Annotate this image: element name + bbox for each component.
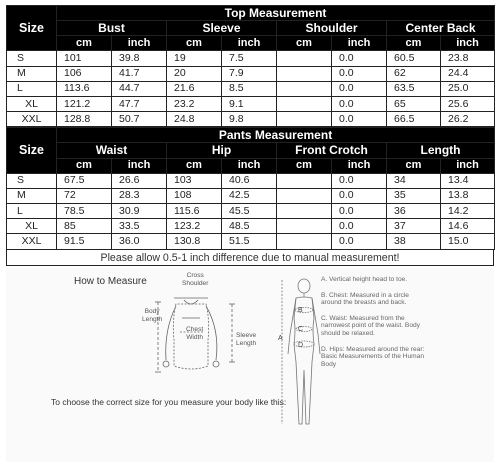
unit-header: cm — [277, 158, 332, 173]
size-cell: XL — [7, 96, 57, 111]
note-waist: C. Waist: Measured from the narrowest point of the waist. Body should be relaxed. — [321, 314, 420, 337]
value-cell — [277, 96, 332, 111]
table-row — [7, 188, 495, 203]
size-cell: M — [7, 66, 57, 81]
value-cell — [277, 234, 332, 249]
top-measurement-table — [6, 5, 495, 127]
value-cell: 13.8 — [441, 188, 495, 203]
size-chart — [6, 5, 494, 266]
value-cell: 21.6 — [167, 81, 222, 96]
unit-header: inch — [112, 36, 167, 51]
value-cell — [277, 66, 332, 81]
value-cell: 85 — [57, 219, 112, 234]
value-cell: 0.0 — [332, 188, 387, 203]
value-cell: 20 — [167, 66, 222, 81]
guide-title: How to Measure — [74, 276, 147, 287]
group-header: Sleeve — [167, 21, 277, 36]
value-cell: 38 — [387, 234, 441, 249]
unit-header: cm — [57, 158, 112, 173]
value-cell: 91.5 — [57, 234, 112, 249]
value-cell: 42.5 — [222, 188, 277, 203]
value-cell: 65 — [387, 96, 441, 111]
pants-measurement-table — [6, 127, 495, 249]
body-length-label: Body Length — [142, 308, 163, 323]
table-row — [7, 81, 495, 96]
unit-header: cm — [57, 36, 112, 51]
value-cell: 24.4 — [441, 66, 495, 81]
size-cell: L — [7, 81, 57, 96]
value-cell: 45.5 — [222, 204, 277, 219]
value-cell: 0.0 — [332, 112, 387, 127]
value-cell: 108 — [167, 188, 222, 203]
value-cell: 51.5 — [222, 234, 277, 249]
value-cell: 41.7 — [112, 66, 167, 81]
table-row — [7, 234, 495, 249]
value-cell: 128.8 — [57, 112, 112, 127]
unit-header: cm — [387, 36, 441, 51]
value-cell: 36.0 — [112, 234, 167, 249]
value-cell: 0.0 — [332, 66, 387, 81]
unit-header: inch — [222, 158, 277, 173]
chest-width-label: Chest Width — [186, 326, 204, 341]
value-cell: 48.5 — [222, 219, 277, 234]
value-cell: 23.8 — [441, 51, 495, 66]
value-cell: 60.5 — [387, 51, 441, 66]
size-cell: L — [7, 204, 57, 219]
note-hips: D. Hips: Measured around the rear: Basic Measurements of the Human Body — [321, 345, 425, 368]
table-row — [7, 66, 495, 81]
unit-header: inch — [441, 36, 495, 51]
table-row — [7, 51, 495, 66]
value-cell: 25.6 — [441, 96, 495, 111]
unit-header: cm — [167, 158, 222, 173]
table-row — [7, 112, 495, 127]
mark-c: C — [298, 326, 304, 333]
value-cell: 0.0 — [332, 173, 387, 188]
group-header: Bust — [57, 21, 167, 36]
group-header: Front Crotch — [277, 143, 387, 158]
group-header: Length — [387, 143, 495, 158]
value-cell — [277, 173, 332, 188]
value-cell: 14.2 — [441, 204, 495, 219]
mark-b: B — [298, 307, 303, 314]
value-cell: 0.0 — [332, 81, 387, 96]
unit-header: inch — [112, 158, 167, 173]
table-row — [7, 173, 495, 188]
note-chest: B. Chest: Measured in a circle around the breasts and back. — [321, 291, 409, 307]
value-cell: 66.5 — [387, 112, 441, 127]
value-cell: 26.6 — [112, 173, 167, 188]
value-cell: 44.7 — [112, 81, 167, 96]
unit-header: cm — [387, 158, 441, 173]
value-cell: 67.5 — [57, 173, 112, 188]
table-title: Pants Measurement — [57, 128, 495, 143]
value-cell: 0.0 — [332, 219, 387, 234]
group-header: Hip — [167, 143, 277, 158]
value-cell: 28.3 — [112, 188, 167, 203]
guide-caption: To choose the correct size for you measure your body like this: — [51, 397, 287, 407]
value-cell: 33.5 — [112, 219, 167, 234]
unit-header: inch — [441, 158, 495, 173]
size-cell: XL — [7, 219, 57, 234]
value-cell: 13.4 — [441, 173, 495, 188]
size-cell: XXL — [7, 112, 57, 127]
value-cell: 123.2 — [167, 219, 222, 234]
measurement-definitions — [321, 276, 431, 376]
value-cell: 63.5 — [387, 81, 441, 96]
value-cell: 115.6 — [167, 204, 222, 219]
value-cell: 7.9 — [222, 66, 277, 81]
value-cell: 130.8 — [167, 234, 222, 249]
value-cell: 0.0 — [332, 234, 387, 249]
sleeve-length-label: Sleeve Length — [236, 332, 257, 347]
value-cell: 23.2 — [167, 96, 222, 111]
unit-header: inch — [332, 36, 387, 51]
value-cell: 78.5 — [57, 204, 112, 219]
value-cell: 106 — [57, 66, 112, 81]
unit-header: inch — [332, 158, 387, 173]
size-cell: S — [7, 51, 57, 66]
value-cell: 47.7 — [112, 96, 167, 111]
value-cell — [277, 51, 332, 66]
value-cell — [277, 81, 332, 96]
unit-header: cm — [167, 36, 222, 51]
value-cell: 14.6 — [441, 219, 495, 234]
value-cell: 25.0 — [441, 81, 495, 96]
value-cell — [277, 219, 332, 234]
value-cell: 62 — [387, 66, 441, 81]
cross-shoulder-label: Cross Shoulder — [182, 272, 209, 287]
value-cell: 72 — [57, 188, 112, 203]
size-column-header: Size — [7, 6, 57, 51]
value-cell: 7.5 — [222, 51, 277, 66]
size-cell: M — [7, 188, 57, 203]
table-title: Top Measurement — [57, 6, 495, 21]
group-header: Shoulder — [277, 21, 387, 36]
group-header: Waist — [57, 143, 167, 158]
measuring-guide — [6, 268, 494, 462]
value-cell: 35 — [387, 188, 441, 203]
mark-a: A — [278, 335, 283, 342]
value-cell: 34 — [387, 173, 441, 188]
value-cell: 113.6 — [57, 81, 112, 96]
unit-header: cm — [277, 36, 332, 51]
value-cell: 0.0 — [332, 51, 387, 66]
value-cell: 121.2 — [57, 96, 112, 111]
value-cell: 30.9 — [112, 204, 167, 219]
value-cell: 0.0 — [332, 96, 387, 111]
value-cell: 39.8 — [112, 51, 167, 66]
table-row — [7, 96, 495, 111]
size-cell: S — [7, 173, 57, 188]
note-height: A. Vertical height head to toe. — [321, 276, 408, 283]
value-cell: 8.5 — [222, 81, 277, 96]
value-cell: 50.7 — [112, 112, 167, 127]
value-cell: 37 — [387, 219, 441, 234]
value-cell — [277, 188, 332, 203]
value-cell: 103 — [167, 173, 222, 188]
table-row — [7, 219, 495, 234]
value-cell — [277, 204, 332, 219]
unit-header: inch — [222, 36, 277, 51]
value-cell — [277, 112, 332, 127]
mark-d: D — [298, 342, 304, 349]
value-cell: 24.8 — [167, 112, 222, 127]
value-cell: 26.2 — [441, 112, 495, 127]
size-cell: XXL — [7, 234, 57, 249]
table-row — [7, 204, 495, 219]
value-cell: 101 — [57, 51, 112, 66]
value-cell: 15.0 — [441, 234, 495, 249]
value-cell: 40.6 — [222, 173, 277, 188]
value-cell: 9.1 — [222, 96, 277, 111]
measurement-note: Please allow 0.5-1 inch difference due to manual measurement! — [6, 250, 494, 266]
value-cell: 0.0 — [332, 204, 387, 219]
value-cell: 36 — [387, 204, 441, 219]
value-cell: 9.8 — [222, 112, 277, 127]
size-column-header: Size — [7, 128, 57, 173]
value-cell: 19 — [167, 51, 222, 66]
group-header: Center Back — [387, 21, 495, 36]
